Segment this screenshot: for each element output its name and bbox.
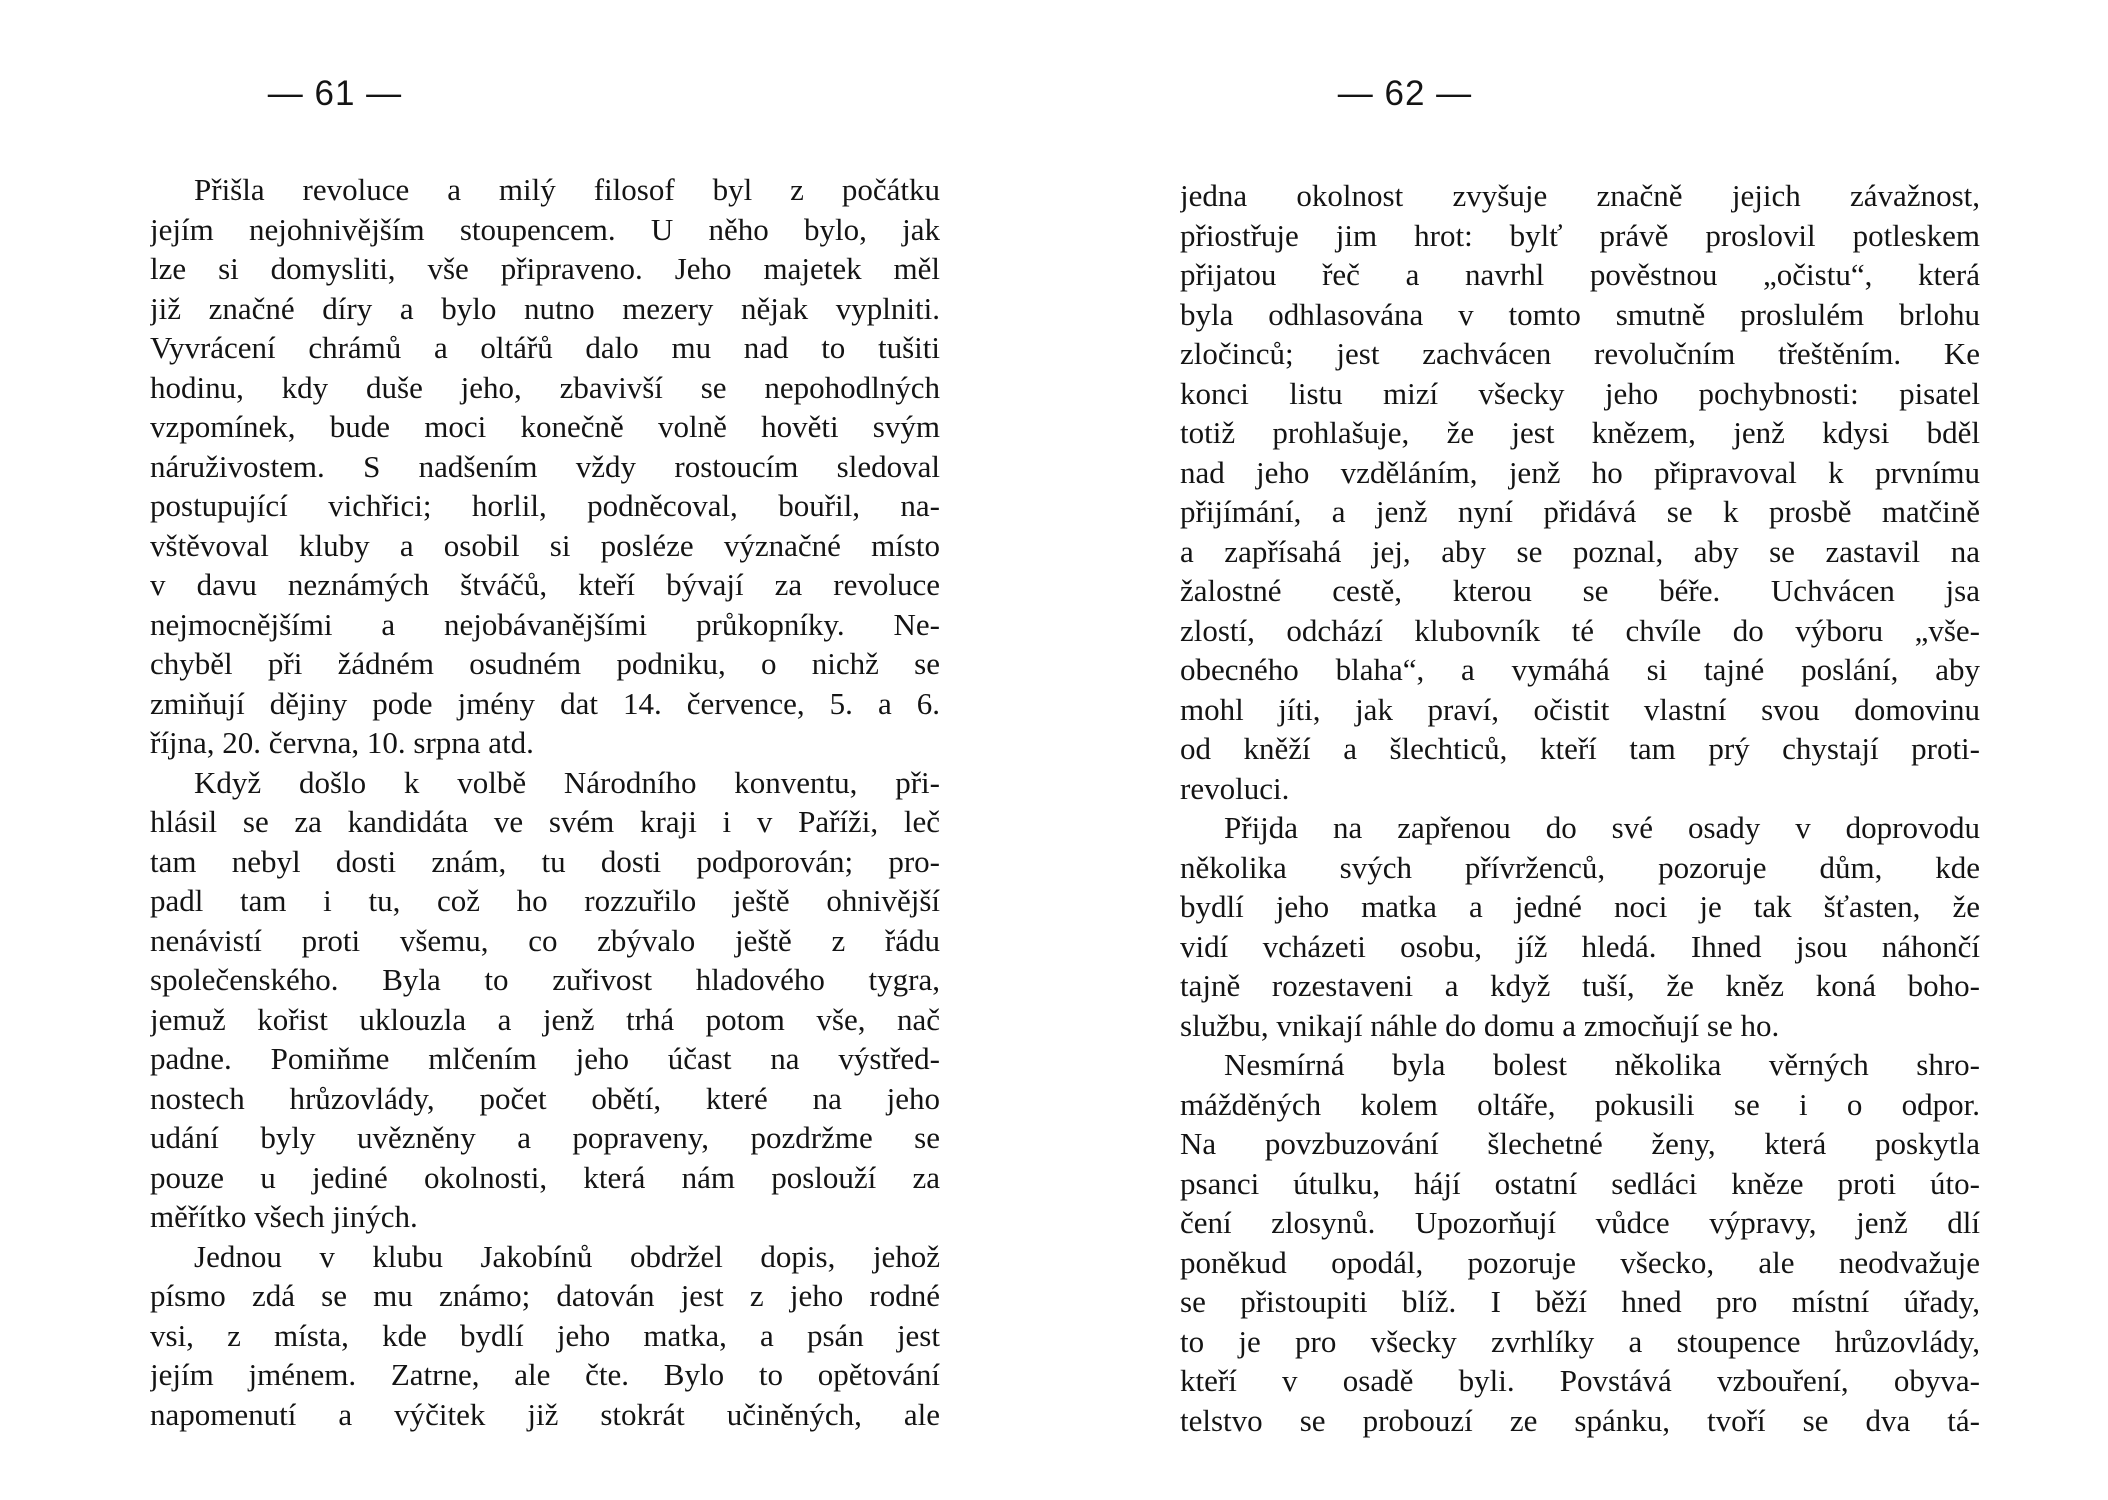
text-line: vzpomínek, bude moci konečně volně hověti svým bbox=[150, 409, 940, 444]
text-line: nad jeho vzděláním, jenž ho připravoval k prvnímu bbox=[1180, 454, 1980, 490]
text-line: měřítko všech jiných. bbox=[150, 1199, 418, 1234]
text-line: Přijda na zapřenou do své osady v doprovodu bbox=[1224, 810, 1980, 845]
text-line: kteří v osadě byli. Povstává vzbouření, obyva- bbox=[1180, 1363, 1980, 1398]
text-line: již značné díry a bylo nutno mezery nějak vyplniti. bbox=[150, 290, 940, 326]
text-line: žalostné cestě, kterou se béře. Uchvácen jsa bbox=[1180, 573, 1980, 608]
text-line: nejmocnějšími a nejobávanějšími průkopníky. Ne- bbox=[150, 606, 940, 642]
text-line: padl tam i tu, což ho rozzuřilo ještě ohnivější bbox=[150, 883, 940, 918]
text-line: byla odhlasována v tomto smutně proslulém brlohu bbox=[1180, 296, 1980, 332]
text-line: bydlí jeho matka a jedné noci je tak šťasten, že bbox=[1180, 889, 1980, 924]
text-line: Přišla revoluce a milý filosof byl z počátku bbox=[194, 172, 940, 207]
text-line: tam nebyl dosti znám, tu dosti podporován; pro- bbox=[150, 843, 940, 879]
text-line: vštěvoval kluby a osobil si posléze význačné místo bbox=[150, 527, 940, 563]
left-page bbox=[150, 0, 940, 1500]
text-line: lze si domysliti, vše připraveno. Jeho majetek měl bbox=[150, 251, 940, 286]
right-page bbox=[1180, 0, 1980, 1500]
text-line: napomenutí a výčitek již stokrát učiněných, ale bbox=[150, 1396, 940, 1432]
text-line: revoluci. bbox=[1180, 770, 1290, 806]
text-line: zločinců; jest zachvácen revolučním třeštěním. Ke bbox=[1180, 336, 1980, 371]
text-line: Nesmírná byla bolest několika věrných shro- bbox=[1224, 1047, 1980, 1082]
page-text bbox=[150, 170, 940, 1434]
text-line: vsi, z místa, kde bydlí jeho matka, a psán jest bbox=[150, 1317, 940, 1353]
text-line: hodinu, kdy duše jeho, zbavivší se nepohodlných bbox=[150, 369, 940, 405]
text-line: vidí vcházeti osobu, jíž hledá. Ihned jsou náhončí bbox=[1180, 928, 1980, 964]
text-line: Jednou v klubu Jakobínů obdržel dopis, jehož bbox=[194, 1238, 940, 1274]
text-line: psanci útulku, hájí ostatní sedláci kněze proti úto- bbox=[1180, 1165, 1980, 1201]
text-line: od kněží a šlechticů, kteří tam prý chystají proti- bbox=[1180, 731, 1980, 766]
text-line: a zapřísahá jej, aby se poznal, aby se zastavil na bbox=[1180, 533, 1980, 569]
text-line: zmiňují dějiny pode jmény dat 14. července, 5. a 6. bbox=[150, 685, 940, 721]
text-line: jedna okolnost zvyšuje značně jejich závažnost, bbox=[1180, 178, 1980, 213]
text-line: telstvo se probouzí ze spánku, tvoří se dva tá- bbox=[1180, 1402, 1980, 1438]
text-line: mohl jíti, jak praví, očistit vlastní svou domovinu bbox=[1180, 691, 1980, 727]
text-line: tajně rozestaveni a když tuší, že kněz koná boho- bbox=[1180, 968, 1980, 1003]
text-line: společenského. Byla to zuřivost hladového tygra, bbox=[150, 962, 940, 997]
text-line: padne. Pomiňme mlčením jeho účast na výstřed- bbox=[150, 1041, 940, 1076]
text-line: přijatou řeč a navrhl pověstnou „očistu“, která bbox=[1180, 257, 1980, 292]
text-line: hlásil se za kandidáta ve svém kraji i v Paříži, leč bbox=[150, 804, 940, 839]
text-line: nostech hrůzovlády, počet obětí, které na jeho bbox=[150, 1080, 940, 1116]
text-line: jemuž kořist uklouzla a jenž trhá potom vše, nač bbox=[150, 1001, 940, 1037]
text-line: října, 20. června, 10. srpna atd. bbox=[150, 725, 534, 760]
text-line: nenávistí proti všemu, co zbývalo ještě z řádu bbox=[150, 922, 940, 958]
text-line: Na povzbuzování šlechetné ženy, která poskytla bbox=[1180, 1126, 1980, 1161]
text-line: postupující vichřici; horlil, podněcoval, bouřil, na- bbox=[150, 488, 940, 523]
text-line: písmo zdá se mu známo; datován jest z jeho rodné bbox=[150, 1278, 940, 1313]
text-line: náruživostem. S nadšením vždy rostoucím sledoval bbox=[150, 448, 940, 484]
text-line: v davu neznámých štváčů, kteří bývají za revoluce bbox=[150, 567, 940, 602]
text-line: službu, vnikají náhle do domu a zmocňují se ho. bbox=[1180, 1007, 1780, 1043]
text-line: chyběl při žádném osudném podniku, o nichž se bbox=[150, 646, 940, 681]
text-line: poněkud opodál, pozoruje všecko, ale neodvažuje bbox=[1180, 1244, 1980, 1280]
text-line: udání byly uvězněny a popraveny, pozdržme se bbox=[150, 1120, 940, 1155]
text-line: se přistoupiti blíž. I běží hned pro místní úřady, bbox=[1180, 1284, 1980, 1319]
text-line: obecného blaha“, a vymáhá si tajné poslání, aby bbox=[1180, 652, 1980, 687]
text-line: pouze u jediné okolnosti, která nám poslouží za bbox=[150, 1159, 940, 1195]
text-line: jejím jménem. Zatrne, ale čte. Bylo to opětování bbox=[150, 1357, 940, 1392]
text-line: to je pro všecky zvrhlíky a stoupence hrůzovlády, bbox=[1180, 1323, 1980, 1359]
text-line: totiž prohlašuje, že jest knězem, jenž kdysi bděl bbox=[1180, 415, 1980, 450]
text-line: čení zlosynů. Upozorňují vůdce výpravy, jenž dlí bbox=[1180, 1205, 1980, 1240]
text-line: Když došlo k volbě Národního konventu, při- bbox=[194, 764, 940, 800]
text-line: mážděných kolem oltáře, pokusili se i o odpor. bbox=[1180, 1086, 1980, 1122]
text-line: přijímání, a jenž nyní přidává se k prosbě matčině bbox=[1180, 494, 1980, 529]
text-line: přiostřuje jim hrot: bylť právě proslovil potleskem bbox=[1180, 217, 1980, 253]
page-number: — 62 — bbox=[1337, 74, 1473, 113]
text-line: několika svých přívrženců, pozoruje dům, kde bbox=[1180, 849, 1980, 885]
page-text bbox=[1180, 176, 1980, 1440]
text-line: zlostí, odchází klubovník té chvíle do výboru „vše- bbox=[1180, 612, 1980, 648]
page-number: — 61 — bbox=[267, 74, 403, 113]
text-line: konci listu mizí všecky jeho pochybnosti: pisatel bbox=[1180, 375, 1980, 411]
text-line: Vyvrácení chrámů a oltářů dalo mu nad to tušiti bbox=[150, 330, 940, 365]
text-line: jejím nejohnivějším stoupencem. U něho bylo, jak bbox=[150, 211, 940, 247]
